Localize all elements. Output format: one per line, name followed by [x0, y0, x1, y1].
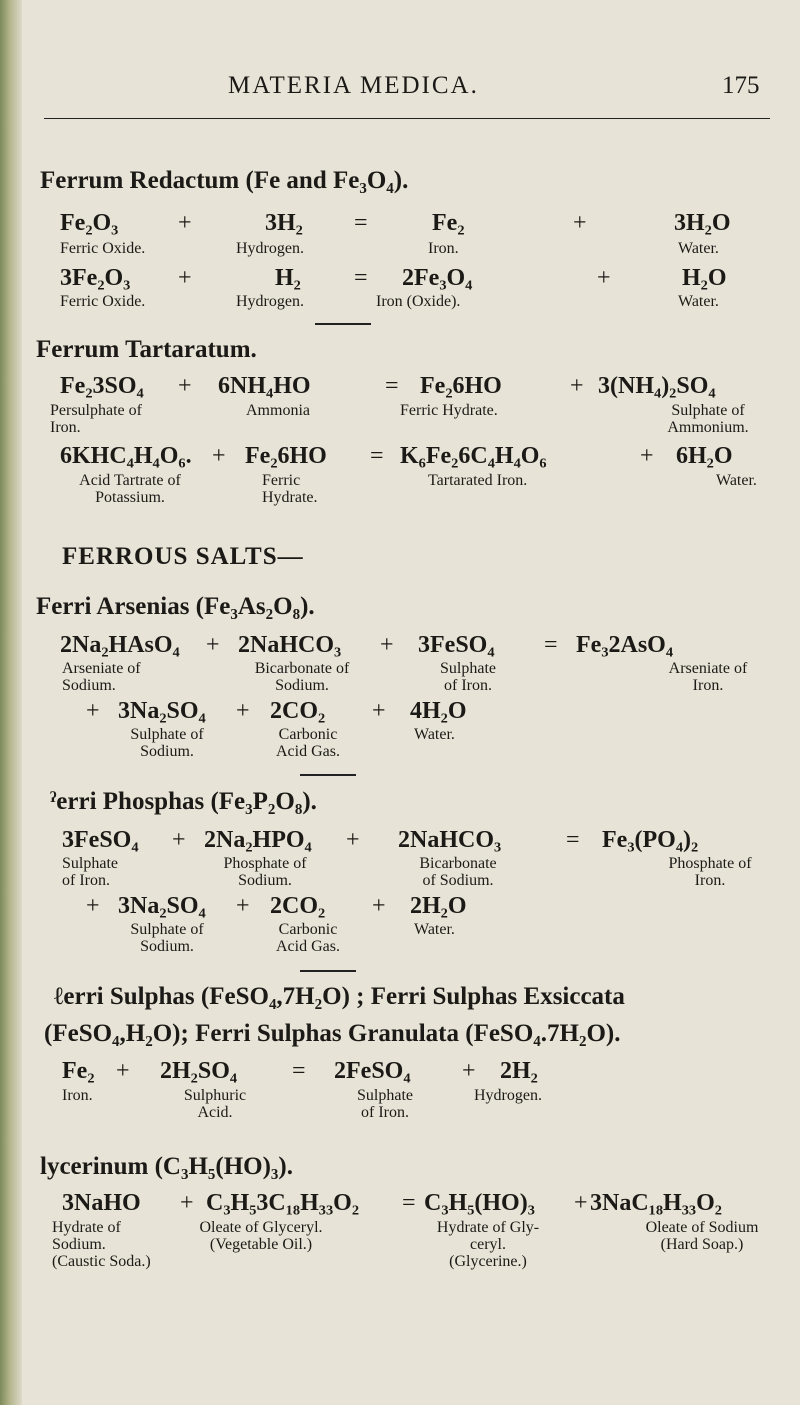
formula: H₂O	[682, 265, 727, 291]
formula: 3H₂O	[674, 210, 731, 236]
formula-label: Ferric Hydrate.	[400, 402, 498, 419]
operator: +	[236, 893, 250, 919]
formula-label: Hydrogen.	[236, 240, 304, 257]
formula-label: Iron.	[62, 1087, 93, 1104]
formula-label: Water.	[716, 472, 757, 489]
formula-label: Sulphate of Iron.	[357, 1087, 413, 1121]
formula-label: Ferric Hydrate.	[262, 472, 318, 506]
operator: =	[354, 210, 368, 236]
formula-label: Persulphate of Iron.	[50, 402, 142, 436]
operator: =	[354, 265, 368, 291]
operator: +	[206, 632, 220, 658]
operator: =	[402, 1190, 416, 1216]
formula: Fe₂6HO	[420, 373, 502, 399]
formula: 6H₂O	[676, 443, 733, 469]
section-divider	[315, 323, 371, 325]
formula: 3H₂	[265, 210, 303, 236]
formula: Fe₂O₃	[60, 210, 119, 236]
formula-label: Water.	[678, 240, 719, 257]
formula-label: Ferric Oxide.	[60, 293, 146, 310]
formula-label: Water.	[414, 921, 455, 938]
formula: 2Na₂HAsO₄	[60, 632, 180, 658]
formula: 2H₂SO₄	[160, 1058, 238, 1084]
operator: +	[172, 827, 186, 853]
running-header	[0, 72, 800, 102]
section-heading: ˀerri Phosphas (Fe₃P₂O₈).	[50, 788, 317, 815]
formula: 3NaC₁₈H₃₃O₂	[590, 1190, 722, 1216]
formula-label: Bicarbonate of Sodium.	[254, 660, 350, 694]
operator: +	[573, 210, 587, 236]
operator: +	[346, 827, 360, 853]
operator: +	[86, 893, 100, 919]
section-heading: Ferrum Redactum (Fe and Fe₃O₄).	[40, 167, 409, 194]
formula: Fe₂6HO	[245, 443, 327, 469]
formula: 3Na₂SO₄	[118, 698, 206, 724]
formula-label: Sulphate of Sodium.	[130, 921, 204, 955]
formula: H₂	[275, 265, 301, 291]
formula-label: Hydrate of Gly- ceryl. (Glycerine.)	[436, 1219, 540, 1270]
formula: 3Fe₂O₃	[60, 265, 131, 291]
formula: Fe₂3SO₄	[60, 373, 144, 399]
section-heading: Ferrum Tartaratum.	[36, 336, 257, 363]
formula-label: Hydrogen.	[474, 1087, 542, 1104]
formula-label: Hydrate of Sodium. (Caustic Soda.)	[52, 1219, 151, 1270]
formula: 2CO₂	[270, 698, 326, 724]
formula-label: Hydrogen.	[236, 293, 304, 310]
section-heading: Ferri Arsenias (Fe₃As₂O₈).	[36, 593, 315, 620]
formula: 2FeSO₄	[334, 1058, 411, 1084]
formula-label: Carbonic Acid Gas.	[276, 726, 340, 760]
operator: +	[180, 1190, 194, 1216]
section-heading: ℓerri Sulphas (FeSO₄,7H₂O) ; Ferri Sulphas Exsiccata	[54, 983, 625, 1010]
operator: +	[178, 373, 192, 399]
page-edge-shadow	[0, 0, 22, 1405]
formula: 3Na₂SO₄	[118, 893, 206, 919]
formula: 2H₂O	[410, 893, 467, 919]
formula-label: Carbonic Acid Gas.	[276, 921, 340, 955]
formula-label: Oleate of Glyceryl. (Vegetable Oil.)	[199, 1219, 323, 1253]
formula: 2H₂	[500, 1058, 538, 1084]
section-divider	[300, 774, 356, 776]
formula-label: Sulphate of Iron.	[440, 660, 496, 694]
operator: =	[544, 632, 558, 658]
operator: +	[574, 1190, 588, 1216]
operator: +	[116, 1058, 130, 1084]
formula-label: Iron (Oxide).	[376, 293, 461, 310]
formula-label: Sulphate of Ammonium.	[667, 402, 749, 436]
formula-label: Water.	[414, 726, 455, 743]
section-heading: lycerinum (C₃H₅(HO)₃).	[40, 1153, 293, 1180]
formula-label: Water.	[678, 293, 719, 310]
section-heading-continuation: (FeSO₄,H₂O); Ferri Sulphas Granulata (FeSO₄.7H₂O).	[44, 1020, 621, 1047]
operator: =	[370, 443, 384, 469]
formula-label: Sulphate of Iron.	[62, 855, 118, 889]
section-divider	[300, 970, 356, 972]
formula: 2NaHCO₃	[398, 827, 502, 853]
operator: +	[178, 265, 192, 291]
operator: +	[372, 698, 386, 724]
formula: 3FeSO₄	[418, 632, 495, 658]
formula: 2Fe₃O₄	[402, 265, 473, 291]
operator: +	[372, 893, 386, 919]
formula: 3FeSO₄	[62, 827, 139, 853]
operator: +	[178, 210, 192, 236]
formula-label: Sulphate of Sodium.	[130, 726, 204, 760]
formula: 4H₂O	[410, 698, 467, 724]
formula-label: Iron.	[428, 240, 459, 257]
formula: C₃H₅3C₁₈H₃₃O₂	[206, 1190, 360, 1216]
operator: +	[597, 265, 611, 291]
formula-label: Arseniate of Iron.	[668, 660, 748, 694]
formula-label: Tartarated Iron.	[428, 472, 528, 489]
operator: +	[570, 373, 584, 399]
operator: +	[236, 698, 250, 724]
formula-label: Ammonia	[246, 402, 310, 419]
formula-label: Acid Tartrate of Potassium.	[79, 472, 181, 506]
section-heading-ferrous-salts: FERROUS SALTS—	[62, 543, 304, 570]
operator: +	[380, 632, 394, 658]
formula: Fe₃2AsO₄	[576, 632, 674, 658]
formula: Fe₂	[62, 1058, 95, 1084]
operator: =	[385, 373, 399, 399]
formula: K₆Fe₂6C₄H₄O₆	[400, 443, 547, 469]
formula-label: Arseniate of Sodium.	[62, 660, 141, 694]
formula: Fe₂	[432, 210, 465, 236]
formula-label: Sulphuric Acid.	[183, 1087, 247, 1121]
operator: +	[86, 698, 100, 724]
running-title: MATERIA MEDICA.	[228, 72, 479, 99]
formula: Fe₃(PO₄)₂	[602, 827, 699, 853]
operator: =	[292, 1058, 306, 1084]
page-number: 175	[722, 72, 760, 99]
formula: 2NaHCO₃	[238, 632, 342, 658]
header-rule	[44, 118, 770, 119]
formula-label: Ferric Oxide.	[60, 240, 146, 257]
formula: 3(NH₄)₂SO₄	[598, 373, 716, 399]
operator: +	[640, 443, 654, 469]
formula-label: Phosphate of Iron.	[668, 855, 752, 889]
formula-label: Oleate of Sodium (Hard Soap.)	[645, 1219, 759, 1253]
operator: +	[212, 443, 226, 469]
formula: C₃H₅(HO)₃	[424, 1190, 535, 1216]
formula: 3NaHO	[62, 1190, 141, 1216]
formula-label: Phosphate of Sodium.	[223, 855, 307, 889]
operator: +	[462, 1058, 476, 1084]
formula-label: Bicarbonate of Sodium.	[419, 855, 497, 889]
formula: 2Na₂HPO₄	[204, 827, 312, 853]
formula: 6NH₄HO	[218, 373, 311, 399]
formula: 6KHC₄H₄O₆.	[60, 443, 192, 469]
formula: 2CO₂	[270, 893, 326, 919]
operator: =	[566, 827, 580, 853]
